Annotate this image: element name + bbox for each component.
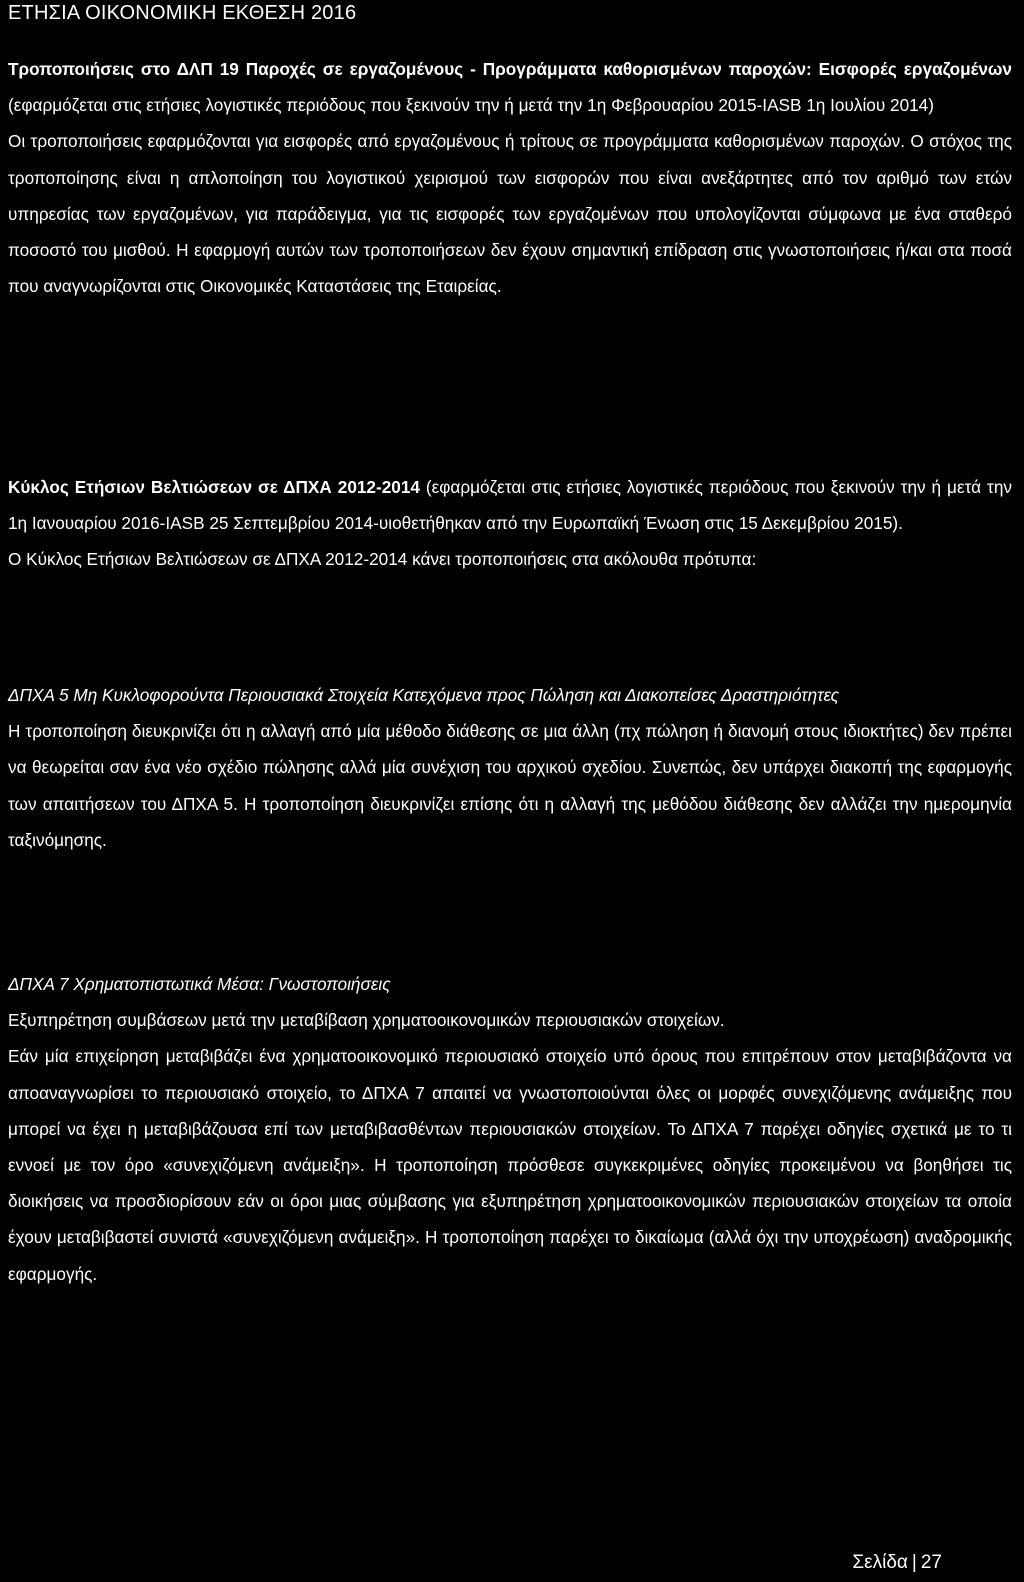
section-annual-improvements — [8, 469, 1012, 578]
section-ias19-intro — [8, 51, 1012, 123]
section-ifrs5-body: Η τροποποίηση διευκρινίζει ότι η αλλαγή από μία μέθοδο διάθεσης σε μια άλλη (πχ πώληση ή διανομή στους ιδιοκτήτες) δεν πρέπει να θεωρείται σαν ένα νέο σχέδιο πώλησης αλλά μία συνέχιση του αρχικού σχεδίου. Συνεπώς, δεν υπάρχει διακοπή της εφαρμογής των απαιτήσεων του ΔΠΧΑ 5. Η τροποποίηση διευκρινίζει επίσης ότι η αλλαγή της μεθόδου διάθεσης δεν αλλάζει την ημερομηνία ταξινόμησης. — [8, 721, 1012, 850]
page-separator: | — [911, 1552, 917, 1573]
section-ifrs7-body: Εάν μία επιχείρηση μεταβιβάζει ένα χρηματοοικονομικό περιουσιακό στοιχείο υπό όρους που επιτρέπουν στον μεταβιβάζοντα να αποαναγνωρίσει το περιουσιακό στοιχείο, το ΔΠΧΑ 7 απαιτεί να γνωστοποιούνται όλες οι μορφές συνεχιζόμενης ανάμειξης που μπορεί να έχει η μεταβιβάζουσα επί των μεταβιβασθέντων περιουσιακών στοιχείων. Το ΔΠΧΑ 7 παρέχει οδηγίες σχετικά με το τι εννοεί με τον όρο «συνεχιζόμενη ανάμειξη». Η τροποποίηση πρόσθεσε συγκεκριμένες οδηγίες προκειμένου να βοηθήσει τις διοικήσεις να προσδιορίσουν εάν οι όροι μιας σύμβασης για εξυπηρέτηση χρηματοοικονομικών περιουσιακών στοιχείων τα οποία έχουν μεταβιβαστεί συνιστά «συνεχιζόμενη ανάμειξη». Η τροποποίηση παρέχει το δικαίωμα (αλλά όχι την υποχρέωση) αναδρομικής εφαρμογής. — [8, 1046, 1012, 1284]
section-ias19-body: Οι τροποποιήσεις εφαρμόζονται για εισφορές από εργαζομένους ή τρίτους σε προγράμματα καθορισμένων παροχών. Ο στόχος της τροποποίησης είναι η απλοποίηση του λογιστικού χειρισμού των εισφορών που είναι ανεξάρτητες από τον αριθμό των ετών υπηρεσίας των εργαζομένων, για παράδειγμα, για τις εισφορές των εργαζομένων που υπολογίζονται σύμφωνα με ένα σταθερό ποσοστό του μισθού. Η εφαρμογή αυτών των τροποποιήσεων δεν έχουν σημαντική επίδραση στις γνωστοποιήσεις ή/και στα ποσά που αναγνωρίζονται στις Οικονομικές Καταστάσεις της Εταιρείας. — [8, 131, 1012, 297]
page-footer — [852, 1552, 942, 1574]
section-annual-improvements-heading-tail: (εφαρμόζεται στις ετήσιες λογιστικές περιόδους που ξεκινούν την ή μετά την 1η Ιανουαρίου 2016-IASB 25 Σεπτεμβρίου 2014-υιοθετήθηκαν από την Ευρωπαϊκή Ένωση στις 15 Δεκεμβρίου 2015). — [8, 477, 1012, 534]
section-ias19 — [8, 51, 1012, 304]
section-ifrs5 — [8, 677, 1012, 858]
section-annual-improvements-heading: Κύκλος Ετήσιων Βελτιώσεων σε ΔΠΧΑ 2012-2014 — [8, 477, 420, 497]
section-ifrs7-line1: Εξυπηρέτηση συμβάσεων μετά την μεταβίβαση χρηματοοικονομικών περιουσιακών στοιχείων. — [8, 1010, 725, 1031]
page-label: Σελίδα — [852, 1552, 908, 1573]
section-annual-improvements-body: Ο Κύκλος Ετήσιων Βελτιώσεων σε ΔΠΧΑ 2012-2014 κάνει τροποποιήσεις στα ακόλουθα πρότυπα: — [8, 549, 757, 570]
section-ifrs5-heading: ΔΠΧΑ 5 Μη Κυκλοφορούντα Περιουσιακά Στοιχεία Κατεχόμενα προς Πώληση και Διακοπείσες Δραστηριότητες — [8, 685, 839, 705]
section-ifrs7 — [8, 966, 1012, 1292]
section-ias19-heading-tail: (εφαρμόζεται στις ετήσιες λογιστικές περιόδους που ξεκινούν την ή μετά την 1η Φεβρουαρίου 2015-IASB 1η Ιουλίου 2014) — [8, 95, 934, 116]
document-header: ΕΤΗΣΙΑ ΟΙΚΟΝΟΜΙΚΗ ΕΚΘΕΣΗ 2016 — [8, 2, 357, 24]
section-annual-improvements-intro — [8, 469, 1012, 541]
section-ifrs7-heading: ΔΠΧΑ 7 Χρηματοπιστωτικά Μέσα: Γνωστοποιήσεις — [8, 974, 391, 994]
page-number: 27 — [920, 1552, 942, 1573]
section-ias19-heading: Τροποποιήσεις στο ΔΛΠ 19 Παροχές σε εργαζομένους - Προγράμματα καθορισμένων παροχών: Εισφορές εργαζομένων — [8, 59, 1012, 79]
